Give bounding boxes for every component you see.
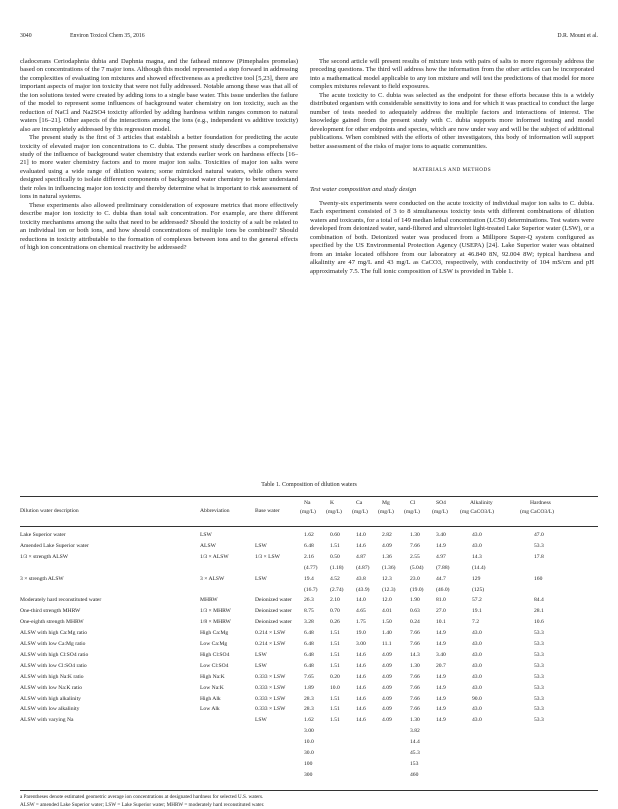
cell-na: 100 [304, 761, 312, 768]
table-footnotes [20, 794, 598, 809]
paragraph: The present study is the first of 3 articles that establish a better foundation for predicting the acute toxicity of elevated major ion concentrations to C. dubia. The present study describes a comprehensive study of the influence of background water chemistry that extends earlier work on hardness effects [16–21] to more water chemistry factors and to more major ion salts. Toxicities of major ion salts were evaluated using a wide range of dilution waters; some mimicked natural waters, while others were designed specifically to isolate different components of background water chemistry to better understand their roles in influencing major ion toxicity and thereby determine what is important to risk assessment of ions in natural systems. [20, 134, 298, 202]
cell-mg: 4.09 [382, 652, 392, 659]
header-cl: Cl [410, 500, 415, 507]
cell-na: 6.48 [304, 663, 314, 670]
cell-ca: 14.6 [356, 663, 366, 670]
cell-k: (2.74) [330, 587, 344, 594]
table-row [20, 576, 598, 584]
cell-k: (1.18) [330, 565, 344, 572]
cell-base: Deionized water [255, 608, 292, 615]
cell-ca: 14.6 [356, 717, 366, 724]
cell-desc: ALSW with high Ca:Mg ratio [20, 630, 87, 637]
table-row [20, 772, 598, 780]
cell-k: 0.60 [330, 532, 340, 539]
subsection-heading: Test water composition and study design [310, 186, 594, 194]
cell-alk: 43.0 [472, 685, 482, 692]
cell-base: LSW [255, 576, 267, 583]
cell-mg: 4.09 [382, 706, 392, 713]
cell-abbr: 1/8 × MHRW [200, 619, 231, 626]
cell-ca: 14.0 [356, 532, 366, 539]
cell-ca: 4.65 [356, 608, 366, 615]
cell-desc: ALSW with varying Na [20, 717, 74, 724]
cell-so4: 81.0 [436, 597, 446, 604]
cell-hard: 17.8 [534, 554, 544, 561]
table-row [20, 750, 598, 758]
header-ca: Ca [356, 500, 362, 507]
cell-alk: 43.0 [472, 674, 482, 681]
cell-na: 1.62 [304, 717, 314, 724]
cell-alk: (14.4) [472, 565, 486, 572]
cell-k: 1.51 [330, 696, 340, 703]
unit-k: (mg/L) [326, 509, 342, 516]
cell-base: LSW [255, 543, 267, 550]
table-row [20, 739, 598, 747]
cell-hard: 53.3 [534, 717, 544, 724]
cell-ca: (4.87) [356, 565, 370, 572]
cell-mg: 4.09 [382, 696, 392, 703]
cell-desc: ALSW with low Ca:Mg ratio [20, 641, 85, 648]
unit-alkalinity: (mg CaCO3/L) [460, 509, 494, 516]
table-row [20, 674, 598, 682]
cell-na: 28.3 [304, 706, 314, 713]
cell-mg: 1.50 [382, 619, 392, 626]
unit-so4: (mg/L) [432, 509, 448, 516]
cell-k: 1.51 [330, 543, 340, 550]
cell-na: 6.48 [304, 641, 314, 648]
cell-base: 1/3 × LSW [255, 554, 280, 561]
running-header [20, 33, 598, 45]
table-row [20, 652, 598, 660]
paragraph: The acute toxicity to C. dubia was selected as the endpoint for these efforts because this is a widely distributed organism with considerable sensitivity to ions and for which it was practical to conduct the large number of tests needed to adequately address the multiple factors and interactions of interest. The knowledge gained from the present study with C. dubia supports more informed testing and model development for other endpoints and species, which are now under way and will be the subject of additional publications. When combined with the efforts of other investigators, this body of information will support better assessment of the risks of major ions to aquatic communities. [310, 92, 594, 151]
cell-desc: ALSW with high Cl:SO4 ratio [20, 652, 88, 659]
cell-abbr: Low Cl:SO4 [200, 663, 228, 670]
table-row [20, 597, 598, 605]
cell-desc: Lake Superior water [20, 532, 66, 539]
table-row [20, 696, 598, 704]
journal-citation: Environ Toxicol Chem 35, 2016 [70, 33, 145, 39]
header-mg: Mg [382, 500, 390, 507]
cell-cl: 14.3 [410, 652, 420, 659]
table-row [20, 587, 598, 595]
table-row [20, 717, 598, 725]
cell-k: 1.51 [330, 630, 340, 637]
cell-desc: 1/3 × strength ALSW [20, 554, 68, 561]
cell-desc: Moderately hard reconstituted water [20, 597, 101, 604]
cell-desc: One-third strength MHRW [20, 608, 80, 615]
table-row [20, 565, 598, 573]
cell-na: 3.00 [304, 728, 314, 735]
cell-k: 0.50 [330, 554, 340, 561]
cell-abbr: ALSW [200, 543, 216, 550]
unit-ca: (mg/L) [352, 509, 368, 516]
table-row [20, 543, 598, 551]
cell-na: 3.28 [304, 619, 314, 626]
cell-k: 0.70 [330, 608, 340, 615]
cell-alk: 43.0 [472, 532, 482, 539]
cell-hard: 84.4 [534, 597, 544, 604]
cell-abbr: 1/3 × MHRW [200, 608, 231, 615]
cell-na: 6.48 [304, 543, 314, 550]
footnote: ALSW = amended Lake Superior water; LSW = Lake Superior water; MHRW = moderately hard reconstituted water. [20, 802, 598, 809]
header-abbreviation: Abbreviation [200, 508, 230, 515]
cell-base: 0.214 × LSW [255, 630, 285, 637]
table-row [20, 641, 598, 649]
table-row [20, 619, 598, 627]
cell-ca: 4.87 [356, 554, 366, 561]
cell-alk: 43.0 [472, 663, 482, 670]
cell-mg: 4.09 [382, 543, 392, 550]
cell-cl: 7.66 [410, 543, 420, 550]
table-top-rule [20, 496, 598, 497]
cell-hard: 53.3 [534, 630, 544, 637]
cell-na: 19.4 [304, 576, 314, 583]
table-header-rule [20, 526, 598, 527]
cell-na: (16.7) [304, 587, 318, 594]
table-row [20, 532, 598, 540]
cell-so4: 14.9 [436, 641, 446, 648]
cell-mg: 4.09 [382, 717, 392, 724]
cell-mg: 1.36 [382, 554, 392, 561]
paragraph: These experiments also allowed preliminary consideration of exposure metrics that more effectively describe major ion toxicity to C. dubia than total salt concentration. For example, are there different toxicity mechanisms among the salts that need to be addressed? Should the toxicity of a salt be related to an individual ion or both ions, and how should concentrations of multiple ions be combined? Should reductions in toxicity attributable to the formation of complexes between ions and to the general effects of high ion concentrations on chemical reactivity be addressed? [20, 202, 298, 253]
cell-ca: 43.8 [356, 576, 366, 583]
cell-abbr: High Cl:SO4 [200, 652, 229, 659]
cell-ca: 14.6 [356, 543, 366, 550]
cell-desc: ALSW with low Cl:SO4 ratio [20, 663, 87, 670]
cell-so4: 14.9 [436, 706, 446, 713]
cell-mg: 1.40 [382, 630, 392, 637]
unit-cl: (mg/L) [404, 509, 420, 516]
cell-alk: 14.3 [472, 554, 482, 561]
header-base-water: Base water [255, 508, 280, 515]
cell-hard: 53.3 [534, 696, 544, 703]
cell-so4: 44.7 [436, 576, 446, 583]
unit-na: (mg/L) [300, 509, 316, 516]
cell-cl: 1.30 [410, 717, 420, 724]
cell-so4: (46.0) [436, 587, 450, 594]
cell-ca: 14.6 [356, 674, 366, 681]
unit-hardness: (mg CaCO3/L) [520, 509, 554, 516]
cell-k: 1.51 [330, 663, 340, 670]
cell-hard: 53.3 [534, 663, 544, 670]
cell-na: 7.65 [304, 674, 314, 681]
cell-base: 0.214 × LSW [255, 641, 285, 648]
header-na: Na [304, 500, 311, 507]
cell-alk: 90.0 [472, 696, 482, 703]
cell-desc: ALSW with high Na:K ratio [20, 674, 84, 681]
cell-hard: 53.3 [534, 674, 544, 681]
cell-k: 0.20 [330, 674, 340, 681]
cell-so4: 20.7 [436, 663, 446, 670]
cell-base: 0.333 × LSW [255, 696, 285, 703]
cell-hard: 53.3 [534, 706, 544, 713]
cell-na: 10.0 [304, 739, 314, 746]
cell-cl: 7.66 [410, 674, 420, 681]
cell-na: 30.0 [304, 750, 314, 757]
cell-alk: (125) [472, 587, 484, 594]
cell-so4: 3.40 [436, 652, 446, 659]
cell-alk: 19.1 [472, 608, 482, 615]
cell-hard: 10.6 [534, 619, 544, 626]
cell-k: 1.51 [330, 652, 340, 659]
cell-cl: 0.63 [410, 608, 420, 615]
table-caption: Table 1. Composition of dilution waters [0, 482, 618, 488]
cell-desc: One-eighth strength MHRW [20, 619, 84, 626]
cell-ca: (43.9) [356, 587, 370, 594]
cell-hard: 53.3 [534, 652, 544, 659]
cell-base: LSW [255, 717, 267, 724]
header-description: Dilution water description [20, 508, 79, 515]
running-authors: D.R. Mount et al. [557, 33, 598, 39]
cell-abbr: 1/3 × ALSW [200, 554, 229, 561]
cell-mg: 4.09 [382, 685, 392, 692]
table-row [20, 685, 598, 693]
cell-na: 8.75 [304, 608, 314, 615]
cell-na: 26.3 [304, 597, 314, 604]
table-row [20, 608, 598, 616]
cell-hard: 53.3 [534, 543, 544, 550]
cell-alk: 43.0 [472, 706, 482, 713]
cell-cl: 45.3 [410, 750, 420, 757]
cell-ca: 3.00 [356, 641, 366, 648]
cell-abbr: High Alk [200, 696, 221, 703]
cell-alk: 43.0 [472, 543, 482, 550]
cell-na: 6.48 [304, 630, 314, 637]
cell-ca: 14.0 [356, 597, 366, 604]
cell-cl: 3.82 [410, 728, 420, 735]
cell-cl: 1.30 [410, 532, 420, 539]
cell-mg: 4.09 [382, 663, 392, 670]
paragraph: Twenty-six experiments were conducted on the acute toxicity of individual major ion salts to C. dubia. Each experiment consisted of 3 to 8 simultaneous toxicity tests with different combinations of dilution waters and toxicants, for a total of 149 median lethal concentration (LC50) determinations. Test waters were developed from deionized water, sand-filtered and ultraviolet light-treated Lake Superior water (LSW), or a combination of both. Deionized water was produced from a Millipore Super-Q system configured as specified by the US Environmental Protection Agency (USEPA) [24]. Lake Superior water was obtained from an intake located offshore from our laboratory at 46.840 8N, 92.004 8W; typical hardness and alkalinity are 47 mg/L and 43 mg/L as CaCO3, respectively, with conductivity of 104 mS/cm and pH approximately 7.5. The full ionic composition of LSW is provided in Table 1. [310, 200, 594, 276]
cell-k: 0.26 [330, 619, 340, 626]
cell-so4: 4.97 [436, 554, 446, 561]
cell-hard: 53.3 [534, 685, 544, 692]
cell-base: 0.333 × LSW [255, 685, 285, 692]
cell-na: 1.89 [304, 685, 314, 692]
cell-cl: 7.66 [410, 641, 420, 648]
cell-cl: 7.66 [410, 630, 420, 637]
cell-so4: 10.1 [436, 619, 446, 626]
cell-abbr: MHRW [200, 597, 218, 604]
cell-alk: 57.2 [472, 597, 482, 604]
cell-alk: 43.0 [472, 717, 482, 724]
cell-desc: 3 × strength ALSW [20, 576, 64, 583]
cell-mg: 4.01 [382, 608, 392, 615]
cell-abbr: LSW [200, 532, 212, 539]
cell-mg: 12.3 [382, 576, 392, 583]
section-title: MATERIALS AND METHODS [310, 166, 594, 174]
cell-cl: 7.66 [410, 685, 420, 692]
page-number: 3040 [20, 33, 32, 39]
cell-k: 4.52 [330, 576, 340, 583]
cell-ca: 14.6 [356, 696, 366, 703]
cell-na: 300 [304, 772, 312, 779]
table-bottom-rule [20, 790, 598, 791]
cell-abbr: Low Ca:Mg [200, 641, 227, 648]
cell-k: 1.51 [330, 641, 340, 648]
cell-ca: 14.6 [356, 706, 366, 713]
right-column [310, 58, 594, 276]
cell-base: LSW [255, 652, 267, 659]
table-row [20, 663, 598, 671]
cell-hard: 28.1 [534, 608, 544, 615]
cell-na: 6.48 [304, 652, 314, 659]
cell-cl: 1.30 [410, 663, 420, 670]
cell-mg: (1.36) [382, 565, 396, 572]
cell-alk: 43.0 [472, 652, 482, 659]
cell-alk: 129 [472, 576, 480, 583]
cell-base: 0.333 × LSW [255, 674, 285, 681]
cell-cl: 14.4 [410, 739, 420, 746]
cell-so4: 14.9 [436, 630, 446, 637]
header-alkalinity: Alkalinity [470, 500, 493, 507]
header-k: K [330, 500, 334, 507]
cell-so4: 14.9 [436, 543, 446, 550]
cell-cl: (5.04) [410, 565, 424, 572]
cell-abbr: Low Alk [200, 706, 220, 713]
header-so4: SO4 [436, 500, 446, 507]
cell-so4: 27.0 [436, 608, 446, 615]
cell-desc: Amended Lake Superior water [20, 543, 89, 550]
cell-mg: 12.0 [382, 597, 392, 604]
cell-desc: ALSW with low Na:K ratio [20, 685, 82, 692]
table-row [20, 728, 598, 736]
cell-mg: 11.1 [382, 641, 392, 648]
cell-base: Deionized water [255, 597, 292, 604]
cell-alk: 43.0 [472, 630, 482, 637]
cell-base: LSW [255, 663, 267, 670]
cell-abbr: 3 × ALSW [200, 576, 224, 583]
left-column [20, 58, 298, 252]
cell-mg: 4.09 [382, 674, 392, 681]
cell-so4: 3.40 [436, 532, 446, 539]
cell-k: 10.0 [330, 685, 340, 692]
cell-cl: (19.0) [410, 587, 424, 594]
cell-cl: 7.66 [410, 706, 420, 713]
cell-so4: 14.9 [436, 717, 446, 724]
footnote: a Parentheses denote estimated geometric average ion concentrations at designated hardness for selected U.S. waters. [20, 794, 598, 802]
cell-k: 2.10 [330, 597, 340, 604]
cell-mg: 2.82 [382, 532, 392, 539]
cell-na: (4.77) [304, 565, 318, 572]
cell-hard: 53.3 [534, 641, 544, 648]
cell-ca: 19.0 [356, 630, 366, 637]
cell-so4: 14.9 [436, 674, 446, 681]
cell-base: Deionized water [255, 619, 292, 626]
table-row [20, 761, 598, 769]
table-row [20, 554, 598, 562]
cell-abbr: Low Na:K [200, 685, 224, 692]
cell-alk: 43.0 [472, 641, 482, 648]
cell-mg: (12.3) [382, 587, 396, 594]
cell-desc: ALSW with low alkalinity [20, 706, 79, 713]
cell-k: 1.51 [330, 706, 340, 713]
cell-cl: 7.66 [410, 696, 420, 703]
cell-cl: 1.90 [410, 597, 420, 604]
cell-hard: 160 [534, 576, 542, 583]
cell-ca: 14.6 [356, 652, 366, 659]
cell-abbr: High Ca:Mg [200, 630, 228, 637]
cell-desc: ALSW with high alkalinity [20, 696, 81, 703]
paragraph: cladocerans Ceriodaphnia dubia and Daphnia magna, and the fathead minnow (Pimephales promelas) based on concentrations of the 7 major ions. Although this model represented a step forward in addressing the complexities of evaluating ion mixtures and showed effectiveness as a predictive tool [5,23], there are important aspects of major ion toxicity that were not fully addressed. Notable among these was that all of the ion solutions tested were created by adding ions to a single base water. This issue underlies the failure of the model to represent some influences of background water chemistry on ion toxicity, such as the reduction of NaCl and Na2SO4 toxicity afforded by adding hardness within ranges common to natural waters [16–21]. Other aspects of the interactions among the ions (e.g., independent vs additive toxicity) also are incompletely addressed by this regression model. [20, 58, 298, 134]
cell-na: 28.3 [304, 696, 314, 703]
table-row [20, 630, 598, 638]
cell-abbr: High Na:K [200, 674, 225, 681]
cell-so4: 14.9 [436, 685, 446, 692]
cell-cl: 23.0 [410, 576, 420, 583]
cell-cl: 460 [410, 772, 418, 779]
cell-ca: 14.6 [356, 685, 366, 692]
cell-so4: 14.9 [436, 696, 446, 703]
cell-hard: 47.0 [534, 532, 544, 539]
cell-alk: 7.2 [472, 619, 479, 626]
table-row [20, 706, 598, 714]
cell-cl: 2.55 [410, 554, 420, 561]
paragraph: The second article will present results of mixture tests with pairs of salts to more rigorously address the preceding questions. The third will address how the information from the other articles can be incorporated into a mathematical model applicable to any ion mixture and will test the predictions of that model for more complex mixtures relevant to field exposures. [310, 58, 594, 92]
cell-base: 0.333 × LSW [255, 706, 285, 713]
unit-mg: (mg/L) [378, 509, 394, 516]
cell-ca: 1.75 [356, 619, 366, 626]
cell-na: 1.62 [304, 532, 314, 539]
header-hardness: Hardness [530, 500, 551, 507]
cell-cl: 0.24 [410, 619, 420, 626]
cell-na: 2.16 [304, 554, 314, 561]
cell-cl: 153 [410, 761, 418, 768]
cell-k: 1.51 [330, 717, 340, 724]
cell-so4: (7.88) [436, 565, 450, 572]
